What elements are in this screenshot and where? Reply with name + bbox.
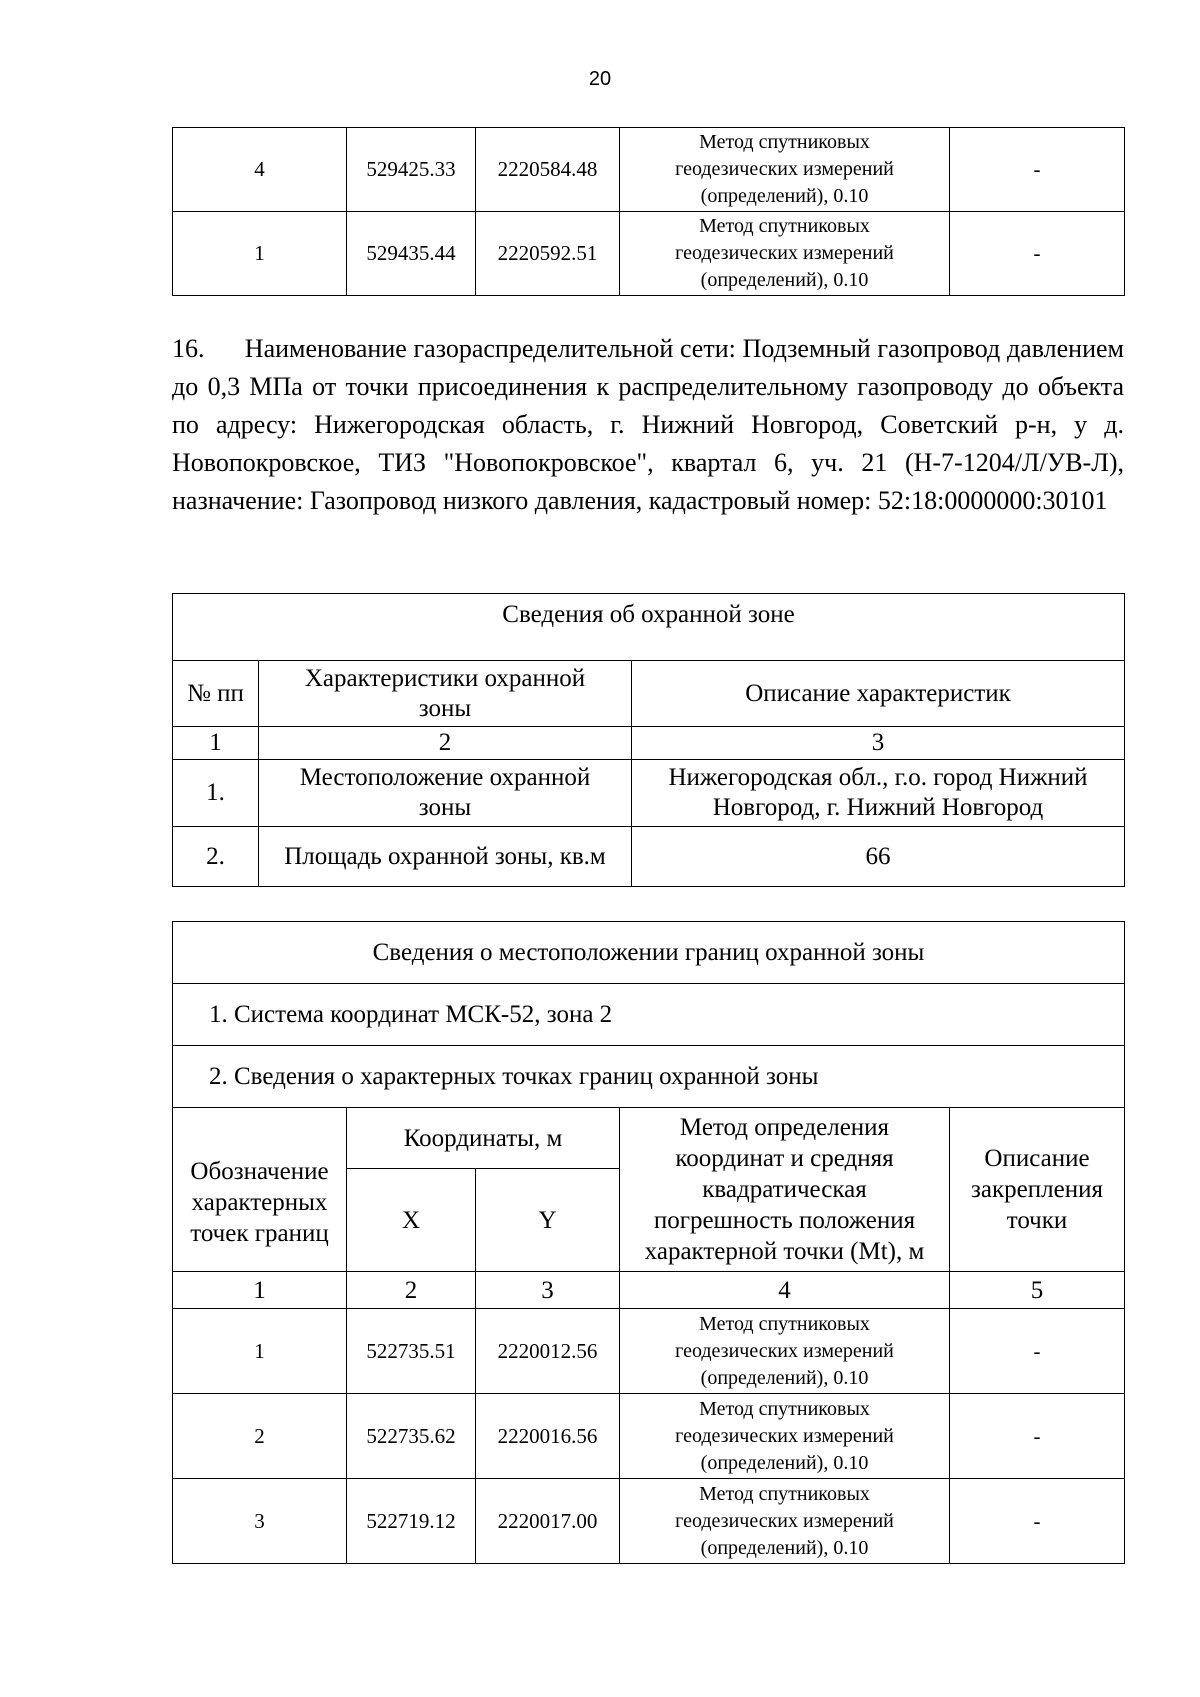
col-num: 3 bbox=[476, 1272, 620, 1309]
point-cell: 1 bbox=[173, 1309, 347, 1394]
table-row bbox=[173, 212, 1125, 296]
header-line: Метод определения bbox=[679, 1114, 890, 1141]
cell-line: Нижегородская обл., г.о. город Нижний bbox=[668, 764, 1088, 791]
table-row bbox=[173, 760, 1125, 827]
header-line: Описание bbox=[984, 1145, 1090, 1172]
cell-line: Местоположение охранной bbox=[299, 764, 591, 791]
point-cell: 1 bbox=[173, 212, 347, 296]
points-title: 2. Сведения о характерных точках границ охранной зоны bbox=[173, 1046, 1125, 1108]
point-cell: 3 bbox=[173, 1479, 347, 1564]
x-cell: 529435.44 bbox=[347, 212, 476, 296]
col-num: 5 bbox=[950, 1272, 1125, 1309]
method-cell bbox=[620, 1309, 950, 1394]
col-num: 1 bbox=[173, 727, 259, 760]
network-description-paragraph: 16. Наименование газораспределительной сети: Подземный газопровод давлением до 0,3 МПа от точки присоединения к распределительному газопроводу до объекта по адресу: Нижегородская область, г. Нижний Новгород, Советский р-н, у д. Новопокровское, ТИЗ "Новопокровское", квартал 6, уч. 21 (Н-7-1204/Л/УВ-Л), назначение: Газопровод низкого давления, кадастровый номер: 52:18:0000000:30101 bbox=[172, 334, 1124, 515]
header-x: X bbox=[347, 1169, 476, 1272]
y-cell: 2220012.56 bbox=[476, 1309, 620, 1394]
desc-cell: - bbox=[950, 1394, 1125, 1479]
desc-cell: - bbox=[950, 1479, 1125, 1564]
row-characteristic bbox=[259, 760, 632, 827]
method-cell bbox=[620, 128, 950, 212]
header-characteristics bbox=[259, 661, 632, 727]
method-line: (определений), 0.10 bbox=[700, 269, 869, 291]
method-line: геодезических измерений bbox=[675, 1339, 894, 1362]
table-row bbox=[173, 128, 1125, 212]
header-designation bbox=[173, 1108, 347, 1272]
col-num: 2 bbox=[347, 1272, 476, 1309]
column-numbers-row bbox=[173, 1272, 1125, 1309]
table-title-row bbox=[173, 922, 1125, 984]
header-fixing bbox=[950, 1108, 1125, 1272]
protection-zone-table bbox=[172, 593, 1125, 887]
header-line: характерных bbox=[191, 1189, 328, 1216]
col-num: 4 bbox=[620, 1272, 950, 1309]
method-cell bbox=[620, 1394, 950, 1479]
method-line: геодезических измерений bbox=[675, 242, 894, 264]
zone-table-title: Сведения об охранной зоне bbox=[173, 594, 1125, 661]
coordinate-system-row bbox=[173, 984, 1125, 1046]
cell-line: Новгород, г. Нижний Новгород bbox=[712, 794, 1044, 821]
header-line: закрепления bbox=[971, 1176, 1103, 1203]
method-line: (определений), 0.10 bbox=[700, 185, 869, 207]
method-line: (определений), 0.10 bbox=[700, 1536, 869, 1559]
header-y: Y bbox=[476, 1169, 620, 1272]
header-coordinates: Координаты, м bbox=[347, 1108, 620, 1169]
row-description bbox=[632, 760, 1125, 827]
header-line: характерной точки (Mt), м bbox=[644, 1238, 925, 1265]
method-line: (определений), 0.10 bbox=[700, 1451, 869, 1474]
y-cell: 2220584.48 bbox=[476, 128, 620, 212]
row-num: 2. bbox=[173, 827, 259, 887]
row-characteristic: Площадь охранной зоны, кв.м bbox=[259, 827, 632, 887]
x-cell: 522735.51 bbox=[347, 1309, 476, 1394]
header-num: № пп bbox=[173, 661, 259, 727]
col-num: 2 bbox=[259, 727, 632, 760]
desc-cell: - bbox=[950, 1309, 1125, 1394]
table-row bbox=[173, 1479, 1125, 1564]
method-line: Метод спутниковых bbox=[699, 1397, 870, 1420]
header-line: координат и средняя bbox=[675, 1145, 894, 1172]
header-line: погрешность положения bbox=[653, 1207, 916, 1234]
method-line: Метод спутниковых bbox=[699, 131, 870, 153]
x-cell: 529425.33 bbox=[347, 128, 476, 212]
table-header-row bbox=[173, 661, 1125, 727]
method-line: геодезических измерений bbox=[675, 1509, 894, 1532]
points-table-continued bbox=[172, 127, 1125, 296]
y-cell: 2220017.00 bbox=[476, 1479, 620, 1564]
method-line: Метод спутниковых bbox=[699, 1482, 870, 1505]
method-cell bbox=[620, 212, 950, 296]
header-line: Обозначение bbox=[190, 1158, 329, 1185]
col-num: 1 bbox=[173, 1272, 347, 1309]
method-line: геодезических измерений bbox=[675, 158, 894, 180]
point-cell: 2 bbox=[173, 1394, 347, 1479]
method-line: Метод спутниковых bbox=[699, 1312, 870, 1335]
method-cell bbox=[620, 1479, 950, 1564]
header-line: квадратическая bbox=[702, 1176, 867, 1203]
row-description: 66 bbox=[632, 827, 1125, 887]
y-cell: 2220016.56 bbox=[476, 1394, 620, 1479]
method-line: Метод спутниковых bbox=[699, 215, 870, 237]
y-cell: 2220592.51 bbox=[476, 212, 620, 296]
table-row bbox=[173, 827, 1125, 887]
desc-cell: - bbox=[950, 128, 1125, 212]
x-cell: 522735.62 bbox=[347, 1394, 476, 1479]
desc-cell: - bbox=[950, 212, 1125, 296]
header-description: Описание характеристик bbox=[632, 661, 1125, 727]
points-title-row bbox=[173, 1046, 1125, 1108]
header-line: Характеристики охранной bbox=[304, 664, 586, 692]
point-cell: 4 bbox=[173, 128, 347, 212]
col-num: 3 bbox=[632, 727, 1125, 760]
x-cell: 522719.12 bbox=[347, 1479, 476, 1564]
table-title-row bbox=[173, 594, 1125, 661]
location-table-title: Сведения о местоположении границ охранной зоны bbox=[173, 922, 1125, 984]
cell-line: зоны bbox=[418, 794, 472, 821]
boundary-location-table bbox=[172, 921, 1125, 1564]
page-number: 20 bbox=[588, 68, 612, 90]
header-line: точки bbox=[1006, 1207, 1068, 1234]
table-row bbox=[173, 1309, 1125, 1394]
method-line: геодезических измерений bbox=[675, 1424, 894, 1447]
method-line: (определений), 0.10 bbox=[700, 1366, 869, 1389]
header-method bbox=[620, 1108, 950, 1272]
coordinate-system: 1. Система координат МСК-52, зона 2 bbox=[173, 984, 1125, 1046]
header-line: зоны bbox=[418, 694, 472, 722]
table-header-row bbox=[173, 1108, 1125, 1169]
table-row bbox=[173, 1394, 1125, 1479]
column-numbers-row bbox=[173, 727, 1125, 760]
header-line: точек границ bbox=[190, 1220, 329, 1247]
row-num: 1. bbox=[173, 760, 259, 827]
